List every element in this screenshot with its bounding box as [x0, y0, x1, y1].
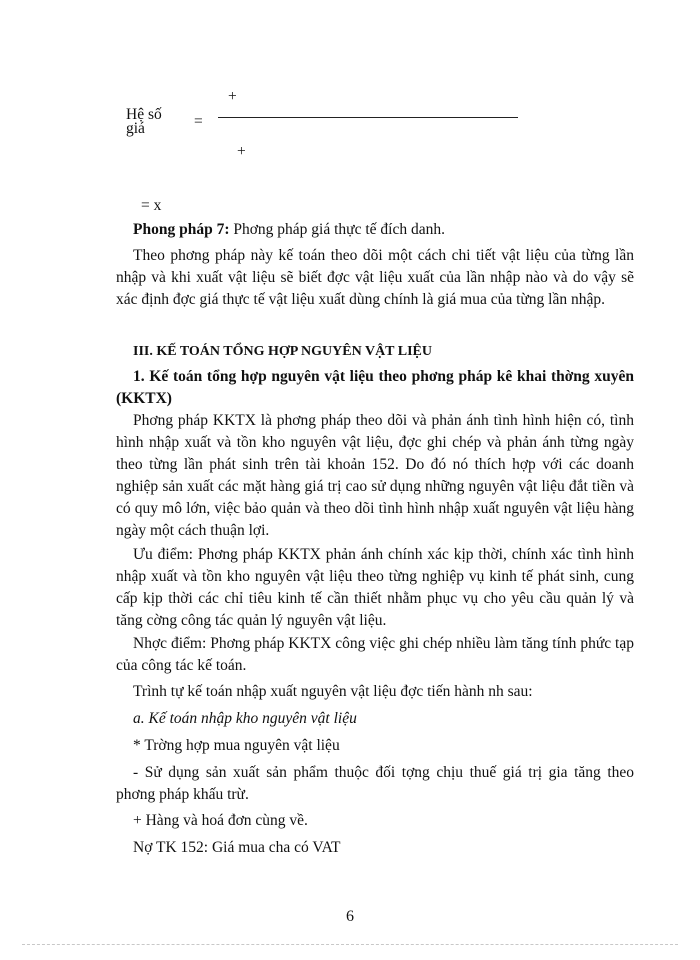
- section-heading-iii: III. KẾ TOÁN TỔNG HỢP NGUYÊN VẬT LIỆU: [133, 344, 433, 359]
- page-bottom-divider: [22, 944, 678, 945]
- subheading-import-materials: a. Kế toán nhập kho nguyên vật liệu: [133, 710, 357, 727]
- paragraph-procedure: Trình tự kế toán nhập xuất nguyên vật liệu đợc tiến hành nh sau:: [133, 683, 533, 700]
- formula-plus-top: +: [228, 88, 237, 105]
- page-number: 6: [346, 908, 354, 925]
- paragraph-advantages: Ưu điểm: Phơng pháp KKTX phản ánh chính xác kịp thời, chính xác tình hình nhập xuất và tồn kho nguyên vật liệu theo từng nghiệp vụ kinh tế phát sinh, cung cấp kịp thời các chỉ tiêu kinh tế cần thiết nhằm phục vụ cho yêu cầu quản lý và tăng cờng công tác quản lý nguyên vật liệu.: [116, 546, 634, 629]
- fraction-line: [218, 117, 518, 118]
- paragraph-disadvantages: Nhợc điểm: Phơng pháp KKTX công việc ghi chép nhiều làm tăng tính phức tạp của công tác kế toán.: [116, 635, 634, 674]
- method7-line: [116, 219, 634, 241]
- paragraph-debit-entry: Nợ TK 152: Giá mua cha có VAT: [133, 839, 341, 856]
- formula-label-line2: giá: [126, 120, 145, 137]
- formula-label-line1: Hệ số: [126, 106, 162, 123]
- paragraph-specific-identification: Theo phơng pháp này kế toán theo dõi một cách chi tiết vật liệu của từng lần nhập và khi xuất vật liệu sẽ biết đợc vật liệu xuất của lần nhập nào và do vậy sẽ xác định đợc giá thực tế vật liệu xuất dùng chính là giá mua của từng lần nhập.: [116, 247, 634, 308]
- formula-equals: =: [194, 113, 203, 130]
- formula-plus-bottom: +: [237, 143, 246, 160]
- paragraph-kktx-definition: Phơng pháp KKTX là phơng pháp theo dõi và phản ánh tình hình hiện có, tình hình nhập xuất và tồn kho nguyên vật liệu, đợc ghi chép và phản ánh từng ngày theo từng lần phát sinh trên tài khoản 152. Do đó nó thích hợp với các doanh nghiệp sản xuất các mặt hàng giá trị cao sử dụng những nguyên vật liệu đắt tiền và có quy mô lớn, việc bảo quản và theo dõi tình hình nhập xuất nguyên vật liệu hàng ngày một cách thuận lợi.: [116, 412, 634, 539]
- paragraph-purchase-case: * Trờng hợp mua nguyên vật liệu: [133, 737, 340, 754]
- method7-text: Phơng pháp giá thực tế đích danh.: [229, 221, 445, 238]
- method7-label: Phong pháp 7:: [133, 221, 230, 238]
- formula-result: = x: [141, 197, 162, 214]
- paragraph-goods-invoice: + Hàng và hoá đơn cùng về.: [133, 812, 308, 829]
- section-heading-1: 1. Kế toán tổng hợp nguyên vật liệu theo phơng pháp kê khai thờng xuyên (KKTX): [116, 368, 634, 407]
- paragraph-vat-deduction: - Sử dụng sản xuất sản phẩm thuộc đối tợng chịu thuế giá trị gia tăng theo phơng pháp khấu trừ.: [116, 764, 634, 803]
